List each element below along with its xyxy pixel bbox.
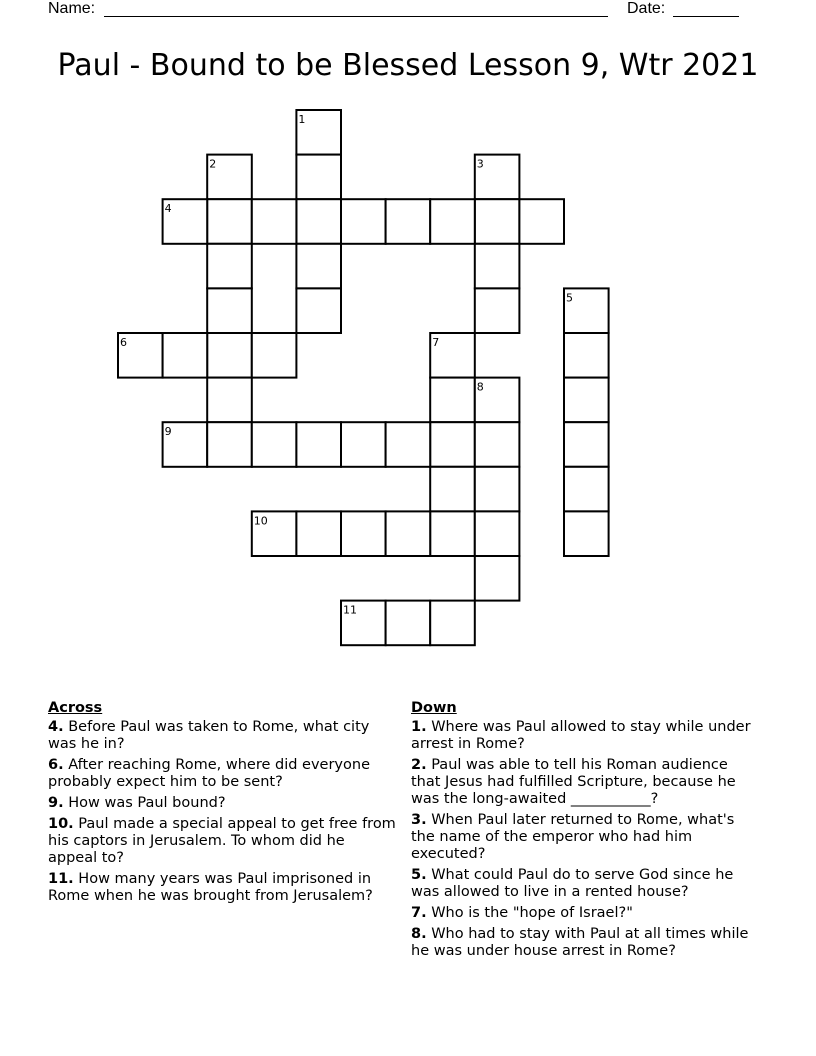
grid-cell[interactable] (386, 199, 431, 244)
grid-cell[interactable] (296, 288, 341, 333)
grid-cell[interactable] (564, 333, 609, 378)
grid-cell[interactable] (207, 333, 252, 378)
grid-cell[interactable] (207, 199, 252, 244)
grid-cell[interactable] (341, 422, 386, 467)
down-clues (411, 700, 756, 964)
clue-text: Who is the "hope of Israel?" (426, 905, 633, 921)
grid-cell[interactable] (386, 422, 431, 467)
grid-cell[interactable] (296, 199, 341, 244)
clue-item (48, 871, 398, 905)
clue-item (411, 926, 756, 960)
clue-item (411, 757, 756, 808)
clue-number: 10. (48, 816, 74, 832)
clue-item (411, 719, 756, 753)
clue-number: 1. (411, 719, 427, 735)
clue-number-label: 2 (209, 157, 217, 171)
across-heading: Across (48, 700, 103, 716)
clue-text: Before Paul was taken to Rome, what city was he in? (48, 719, 370, 752)
grid-cell[interactable] (519, 199, 564, 244)
grid-cell[interactable] (252, 199, 297, 244)
grid-cell[interactable] (564, 422, 609, 467)
clue-number-label: 4 (164, 202, 172, 216)
clue-number-label: 9 (164, 425, 172, 439)
grid-cell[interactable] (475, 556, 520, 601)
grid-cell[interactable] (430, 199, 475, 244)
clue-item (48, 816, 398, 867)
clue-item (48, 719, 398, 753)
clue-number: 3. (411, 812, 427, 828)
grid-cell[interactable] (207, 422, 252, 467)
clue-item (411, 867, 756, 901)
grid-cell[interactable] (564, 511, 609, 556)
clue-number-label: 6 (120, 336, 127, 349)
clue-number-label: 10 (253, 514, 268, 528)
clue-text: Paul was able to tell his Roman audience that Jesus had fulfilled Scripture, because he was the long-awaited ___________? (411, 757, 736, 807)
across-clues (48, 700, 398, 909)
clue-number: 7. (411, 905, 427, 921)
grid-cell[interactable] (430, 511, 475, 556)
clue-item (48, 757, 398, 791)
grid-cell[interactable] (430, 422, 475, 467)
grid-cell[interactable] (207, 288, 252, 333)
grid-cell[interactable] (163, 333, 208, 378)
clue-text: What could Paul do to serve God since he was allowed to live in a rented house? (411, 867, 734, 900)
grid-cell[interactable] (296, 244, 341, 289)
grid-cell[interactable] (252, 422, 297, 467)
down-clue-list (411, 719, 756, 960)
clue-item (411, 812, 756, 863)
down-heading: Down (411, 700, 457, 716)
grid-cell[interactable] (341, 199, 386, 244)
grid-cell[interactable] (564, 467, 609, 512)
grid-cell[interactable] (475, 199, 520, 244)
grid-cell[interactable] (296, 511, 341, 556)
clue-number: 5. (411, 867, 427, 883)
clue-number-label: 11 (343, 603, 357, 617)
grid-cell[interactable] (207, 244, 252, 289)
clue-number: 9. (48, 795, 64, 811)
across-clue-list (48, 719, 398, 905)
grid-cell[interactable] (475, 511, 520, 556)
clue-number: 8. (411, 926, 427, 942)
grid-cell[interactable] (430, 467, 475, 512)
clue-number-label: 1 (298, 113, 306, 126)
grid-cell[interactable] (475, 467, 520, 512)
clue-number-label: 5 (566, 291, 573, 305)
clue-text: Paul made a special appeal to get free from his captors in Jerusalem. To whom did he appeal to? (48, 816, 396, 866)
grid-cell[interactable] (430, 378, 475, 423)
clue-number-label: 3 (476, 157, 484, 171)
grid-cell[interactable] (296, 422, 341, 467)
grid-cell[interactable] (430, 601, 475, 646)
grid-cell[interactable] (475, 244, 520, 289)
clue-item (411, 905, 756, 922)
clue-text: When Paul later returned to Rome, what's the name of the emperor who had him executed? (411, 812, 735, 862)
page-title: Paul - Bound to be Blessed Lesson 9, Wtr 2021 (57, 48, 759, 83)
date-label: Date: (627, 0, 666, 17)
grid-cell[interactable] (564, 378, 609, 423)
clue-item (48, 795, 398, 812)
grid-cell[interactable] (341, 511, 386, 556)
clue-number: 2. (411, 757, 427, 773)
clue-text: After reaching Rome, where did everyone probably expect him to be sent? (48, 757, 370, 790)
grid-cell[interactable] (475, 422, 520, 467)
grid-cell[interactable] (475, 288, 520, 333)
grid-cell[interactable] (386, 601, 431, 646)
clue-number-label: 7 (432, 336, 440, 349)
clue-number: 11. (48, 871, 74, 887)
clue-number-label: 8 (476, 380, 484, 394)
clue-number: 4. (48, 719, 64, 735)
name-label: Name: (48, 0, 96, 17)
grid-cell[interactable] (207, 378, 252, 423)
grid-cell[interactable] (386, 511, 431, 556)
clue-text: Where was Paul allowed to stay while under arrest in Rome? (411, 719, 751, 752)
grid-cell[interactable] (296, 155, 341, 200)
grid-cell[interactable] (252, 333, 297, 378)
clue-text: How many years was Paul imprisoned in Rome when he was brought from Jerusalem? (48, 871, 373, 904)
clue-text: Who had to stay with Paul at all times while he was under house arrest in Rome? (411, 926, 749, 959)
clue-number: 6. (48, 757, 64, 773)
clue-text: How was Paul bound? (63, 795, 226, 811)
